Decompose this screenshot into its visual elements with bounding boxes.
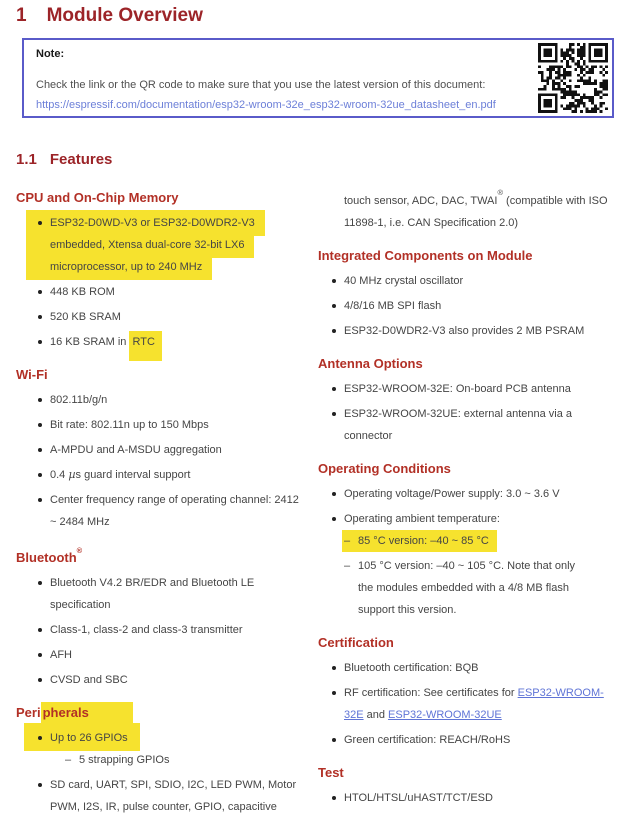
text-segment: Certification: [318, 634, 394, 650]
feature-section: [16, 188, 314, 353]
text-segment: 802.11b/g/n: [50, 394, 108, 406]
text-segment: Operating ambient temperature:: [344, 512, 500, 525]
feature-item: [36, 572, 302, 616]
feature-item: [330, 378, 610, 400]
feature-section: [318, 763, 628, 809]
text-segment: 40 MHz crystal oscillator: [344, 274, 464, 287]
feature-category-heading: [318, 459, 628, 479]
feature-category-heading: [16, 188, 314, 208]
feature-category-heading: [318, 246, 628, 266]
text-segment: 0.4 µs guard interval support: [50, 468, 191, 481]
feature-item: [36, 489, 302, 533]
text-segment: Operating voltage/Power supply: 3.0 ~ 3.6 V: [344, 487, 560, 500]
feature-item: [330, 682, 610, 726]
text-segment: HTOL/HTSL/uHAST/TCT/ESD: [344, 791, 493, 804]
text-segment: AFH: [50, 649, 72, 662]
text-segment: CPU and On-Chip Memory: [16, 190, 179, 205]
feature-category-heading: [16, 703, 314, 723]
feature-item: [36, 389, 302, 411]
text-segment: 4/8/16 MB SPI flash: [344, 299, 442, 312]
text-segment: 105 °C version: –40 ~ 105 °C. Note that only the modules embedded with a 4/8 MB flash support this version.: [358, 559, 576, 616]
text-segment: ESP32-WROOM-32UE: external antenna via a connector: [344, 407, 573, 442]
text-segment: Bluetooth V4.2 BR/EDR and Bluetooth LE specification: [50, 577, 255, 612]
text-segment: Bluetooth certification: BQB: [344, 661, 479, 674]
text-segment: ESP32-WROOM-32E: On-board PCB antenna: [344, 382, 571, 395]
text-segment: 520 KB SRAM: [50, 311, 121, 323]
text-segment: ESP32-D0WDR2-V3 also provides 2 MB PSRAM: [344, 324, 585, 337]
text-segment: 448 KB ROM: [50, 286, 115, 298]
text-segment: and: [363, 708, 389, 721]
feature-item: [36, 464, 302, 486]
feature-section: [318, 354, 628, 447]
feature-subitem: [344, 555, 586, 621]
feature-section: [318, 459, 628, 621]
features-column-left: [16, 188, 314, 821]
feature-section: [318, 246, 628, 342]
feature-subitem: [65, 749, 302, 771]
feature-item: [36, 619, 302, 641]
page-title: [16, 4, 203, 28]
highlighted-text: ESP32-D0WD-V3 or ESP32-D0WDR2-V3 embedded, Xtensa dual-core 32-bit LX6 microprocessor, up to 240 MHz: [26, 210, 265, 280]
feature-item: [330, 483, 610, 505]
cert-link[interactable]: ESP32-WROOM-32UE: [388, 708, 502, 721]
section-name: Module Overview: [46, 5, 203, 26]
feature-section: [16, 365, 314, 533]
feature-item: [36, 414, 302, 436]
feature-subitem: [344, 530, 586, 552]
feature-item: [330, 270, 610, 292]
text-segment: 5 strapping GPIOs: [79, 754, 170, 767]
text-segment: A-MPDU and A-MSDU aggregation: [50, 444, 222, 456]
note-label: Note:: [36, 48, 65, 60]
feature-item: [330, 787, 610, 809]
text-segment: Bit rate: 802.11n up to 150 Mbps: [50, 419, 209, 431]
text-segment: RF certification: See certificates for: [344, 686, 518, 699]
feature-item: [36, 774, 302, 818]
feature-item: [330, 403, 610, 447]
cert-link[interactable]: ESP32-WROOM-32E: [344, 686, 604, 721]
text-segment: Wi-Fi: [16, 367, 48, 382]
text-segment: Integrated Components on Module: [318, 247, 533, 263]
feature-item: [330, 729, 610, 751]
text-segment: CVSD and SBC: [50, 674, 128, 687]
features-heading: [16, 150, 112, 170]
feature-item: [36, 212, 302, 278]
feature-item: [36, 439, 302, 461]
feature-section: [318, 186, 628, 234]
feature-category-heading: [318, 763, 628, 783]
note-text: Check the link or the QR code to make sure that you use the latest version of this document:: [36, 79, 486, 91]
feature-item: [36, 727, 302, 771]
feature-item: [330, 295, 610, 317]
feature-item: [330, 320, 610, 342]
features-number: 1.1: [16, 151, 37, 168]
highlighted-text: 85 °C version: –40 ~ 85 °C: [342, 530, 497, 552]
feature-category-heading: [16, 365, 314, 385]
text-segment: Operating Conditions: [318, 460, 451, 476]
highlighted-text: pherals: [41, 702, 133, 727]
feature-item-continuation: [330, 186, 610, 234]
feature-section: [16, 703, 314, 818]
text-segment: Class-1, class-2 and class-3 transmitter: [50, 624, 243, 637]
feature-category-heading: [16, 545, 314, 568]
section-number: 1: [16, 5, 27, 26]
text-segment: touch sensor, ADC, DAC, TWAI® (compatible with ISO 11898-1, i.e. CAN Specification 2.0): [344, 188, 608, 229]
qr-code-icon: [538, 43, 608, 113]
note-box: [22, 38, 614, 118]
feature-item: [36, 669, 302, 691]
text-segment: Bluetooth®: [16, 546, 83, 566]
note-link[interactable]: https://espressif.com/documentation/esp32-wroom-32e_esp32-wroom-32ue_datasheet_en.pdf: [36, 99, 496, 111]
feature-item: [330, 508, 610, 621]
text-segment: Center frequency range of operating channel: 2412 ~ 2484 MHz: [50, 494, 299, 528]
text-segment: Test: [318, 764, 344, 780]
highlighted-text: RTC: [129, 331, 161, 361]
features-column-right: [318, 186, 628, 812]
feature-category-heading: [318, 633, 628, 653]
feature-category-heading: [318, 354, 628, 374]
features-name: Features: [49, 151, 113, 168]
feature-section: [318, 633, 628, 751]
text-segment: 16 KB SRAM in: [50, 336, 130, 348]
highlighted-text: Up to 26 GPIOs: [24, 723, 140, 751]
text-segment: SD card, UART, SPI, SDIO, I2C, LED PWM, Motor PWM, I2S, IR, pulse counter, GPIO, capacitive: [50, 779, 297, 814]
feature-item: [36, 644, 302, 666]
feature-item: [330, 657, 610, 679]
feature-item: [36, 281, 302, 303]
feature-item: [36, 306, 302, 328]
text-segment: Green certification: REACH/RoHS: [344, 733, 511, 746]
feature-item: [36, 331, 302, 353]
text-segment: Antenna Options: [318, 355, 423, 371]
text-segment: Peri: [16, 705, 41, 721]
feature-section: [16, 545, 314, 691]
